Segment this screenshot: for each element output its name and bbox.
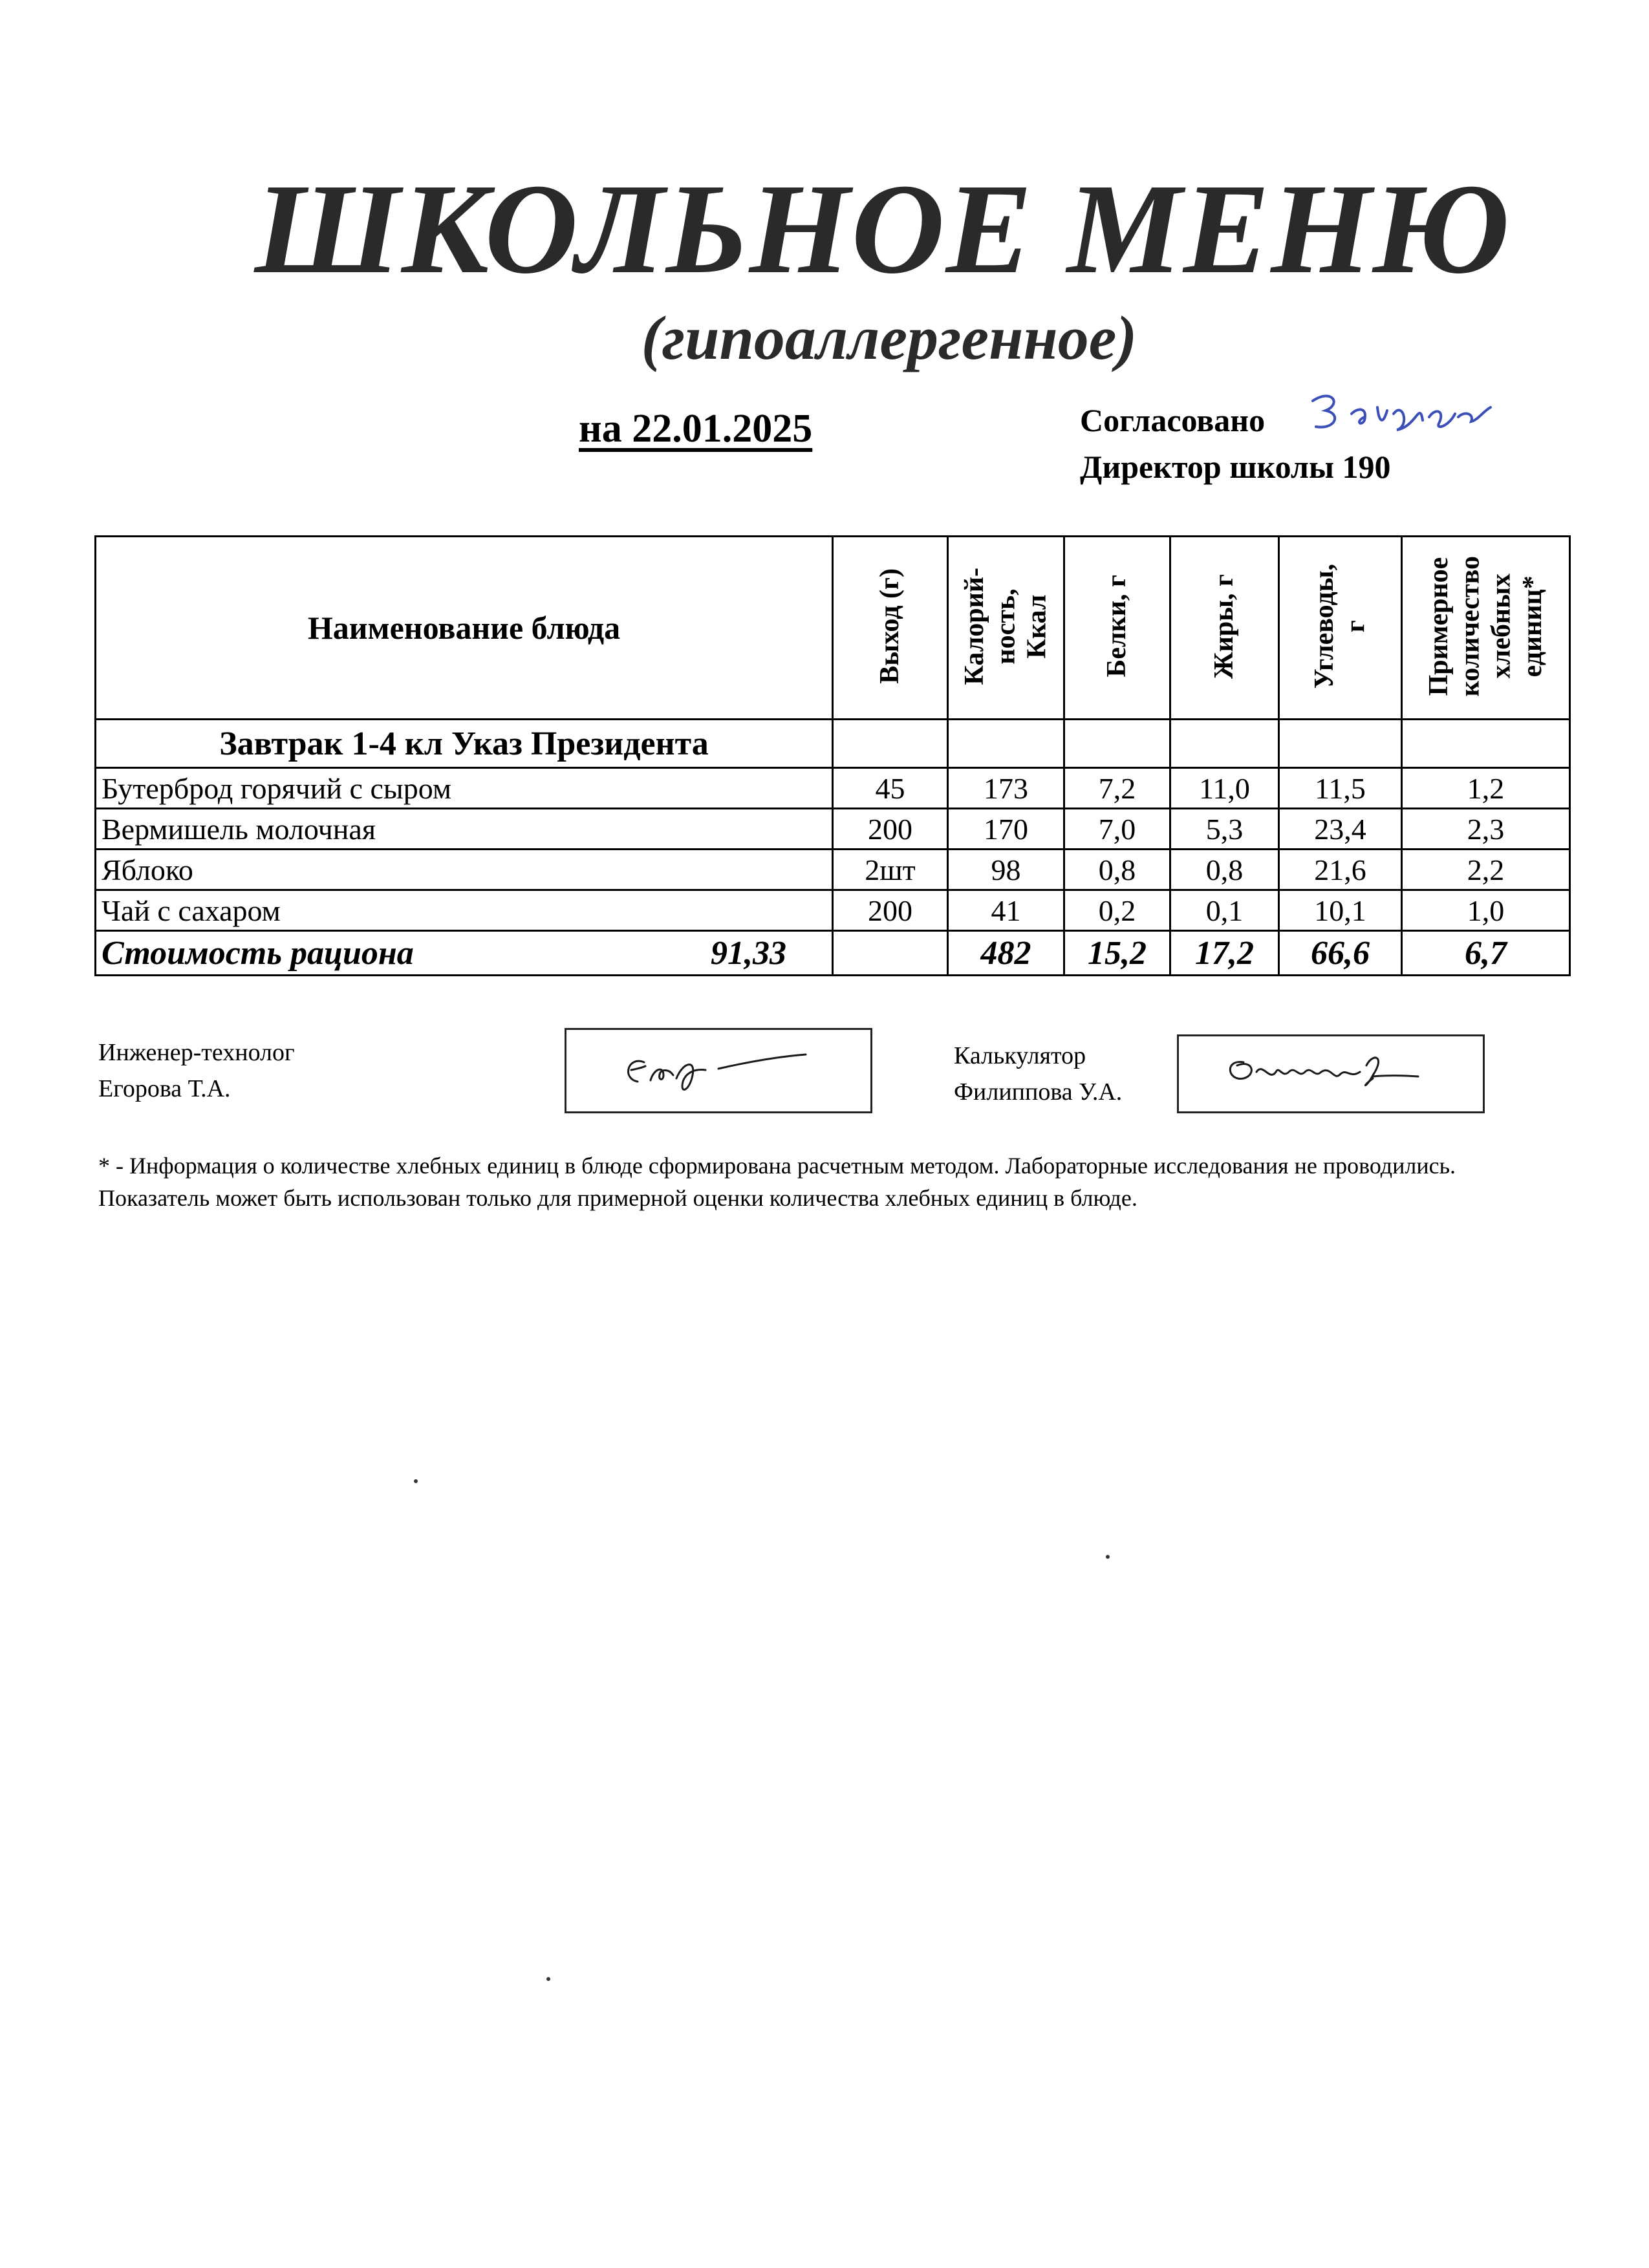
header-yield-label: Выход (г) xyxy=(875,568,905,684)
scan-speck xyxy=(414,1479,418,1483)
engineer-signature xyxy=(566,1030,867,1107)
footnote-line: * - Информация о количестве хлебных единиц в блюде сформирована расчетным методом. Лабораторные исследования не проводились. xyxy=(98,1153,1456,1179)
dish-calories: 41 xyxy=(948,890,1064,931)
approved-label: Согласовано xyxy=(1080,402,1266,438)
table-row xyxy=(96,768,1570,809)
section-title: Завтрак 1-4 кл Указ Президента xyxy=(96,720,833,768)
table-row xyxy=(96,890,1570,931)
dish-fats: 0,1 xyxy=(1170,890,1279,931)
dish-yield: 45 xyxy=(833,768,948,809)
dish-fats: 0,8 xyxy=(1170,850,1279,890)
dish-fats: 5,3 xyxy=(1170,809,1279,850)
total-fats: 17,2 xyxy=(1170,931,1279,976)
header-yield xyxy=(833,537,948,720)
calculator-name: Филиппова У.А. xyxy=(954,1078,1123,1106)
header-bread-units-label: Примерное количество хлебных единиц* xyxy=(1423,555,1547,697)
header-calories xyxy=(948,537,1064,720)
menu-table xyxy=(94,535,1571,976)
dish-yield: 2шт xyxy=(833,850,948,890)
dish-name: Яблоко xyxy=(96,850,833,890)
calculator-block xyxy=(954,1038,1122,1110)
dish-carbs: 10,1 xyxy=(1279,890,1402,931)
scan-speck xyxy=(546,1977,550,1981)
header-carbs-label: Углеводы, г xyxy=(1310,563,1371,689)
total-carbs: 66,6 xyxy=(1279,931,1402,976)
empty-cell xyxy=(948,720,1064,768)
dish-carbs: 21,6 xyxy=(1279,850,1402,890)
footnote xyxy=(98,1150,1586,1214)
dish-proteins: 7,0 xyxy=(1064,809,1170,850)
table-row xyxy=(96,850,1570,890)
dish-yield: 200 xyxy=(833,890,948,931)
dish-bread-units: 1,2 xyxy=(1402,768,1570,809)
dish-calories: 98 xyxy=(948,850,1064,890)
engineer-signature-box xyxy=(565,1028,872,1113)
calculator-signature xyxy=(1179,1036,1479,1107)
page-title: ШКОЛЬНОЕ МЕНЮ xyxy=(254,158,1511,301)
page-subtitle: (гипоаллергенное) xyxy=(641,303,1137,372)
total-bread-units: 6,7 xyxy=(1402,931,1570,976)
empty-cell xyxy=(1279,720,1402,768)
dish-calories: 173 xyxy=(948,768,1064,809)
total-cost: 91,33 xyxy=(711,934,786,972)
total-row xyxy=(96,931,1570,976)
scan-speck xyxy=(1106,1555,1110,1559)
header-carbs xyxy=(1279,537,1402,720)
dish-proteins: 7,2 xyxy=(1064,768,1170,809)
header-proteins xyxy=(1064,537,1170,720)
empty-cell xyxy=(833,720,948,768)
dish-calories: 170 xyxy=(948,809,1064,850)
empty-cell xyxy=(833,931,948,976)
dish-name: Чай с сахаром xyxy=(96,890,833,931)
total-label: Стоимость рациона xyxy=(102,934,414,972)
engineer-title: Инженер-технолог xyxy=(98,1039,295,1066)
menu-date: на 22.01.2025 xyxy=(579,407,813,451)
engineer-block xyxy=(98,1034,295,1107)
total-label-cell xyxy=(96,931,833,976)
dish-name: Вермишель молочная xyxy=(96,809,833,850)
table-row xyxy=(96,809,1570,850)
empty-cell xyxy=(1402,720,1570,768)
empty-cell xyxy=(1064,720,1170,768)
header-fats xyxy=(1170,537,1279,720)
dish-name: Бутерброд горячий с сыром xyxy=(96,768,833,809)
dish-proteins: 0,2 xyxy=(1064,890,1170,931)
header-fats-label: Жиры, г xyxy=(1209,573,1240,679)
approver-signature xyxy=(1306,381,1494,446)
dish-carbs: 11,5 xyxy=(1279,768,1402,809)
calculator-signature-box xyxy=(1177,1034,1485,1113)
table-header-row xyxy=(96,537,1570,720)
dish-bread-units: 2,2 xyxy=(1402,850,1570,890)
dish-yield: 200 xyxy=(833,809,948,850)
calculator-title: Калькулятор xyxy=(954,1042,1086,1069)
footnote-line: Показатель может быть использован только для примерной оценки количества хлебных единиц в блюде. xyxy=(98,1185,1137,1211)
header-dish-name: Наименование блюда xyxy=(96,537,833,720)
dish-carbs: 23,4 xyxy=(1279,809,1402,850)
engineer-name: Егорова Т.А. xyxy=(98,1075,231,1102)
dish-bread-units: 1,0 xyxy=(1402,890,1570,931)
total-proteins: 15,2 xyxy=(1064,931,1170,976)
dish-bread-units: 2,3 xyxy=(1402,809,1570,850)
dish-proteins: 0,8 xyxy=(1064,850,1170,890)
header-bread-units xyxy=(1402,537,1570,720)
section-row xyxy=(96,720,1570,768)
director-label: Директор школы 190 xyxy=(1080,449,1391,485)
dish-fats: 11,0 xyxy=(1170,768,1279,809)
total-calories: 482 xyxy=(948,931,1064,976)
header-proteins-label: Белки, г xyxy=(1102,575,1132,678)
empty-cell xyxy=(1170,720,1279,768)
header-calories-label: Калорий- ность, Ккал xyxy=(960,567,1052,685)
